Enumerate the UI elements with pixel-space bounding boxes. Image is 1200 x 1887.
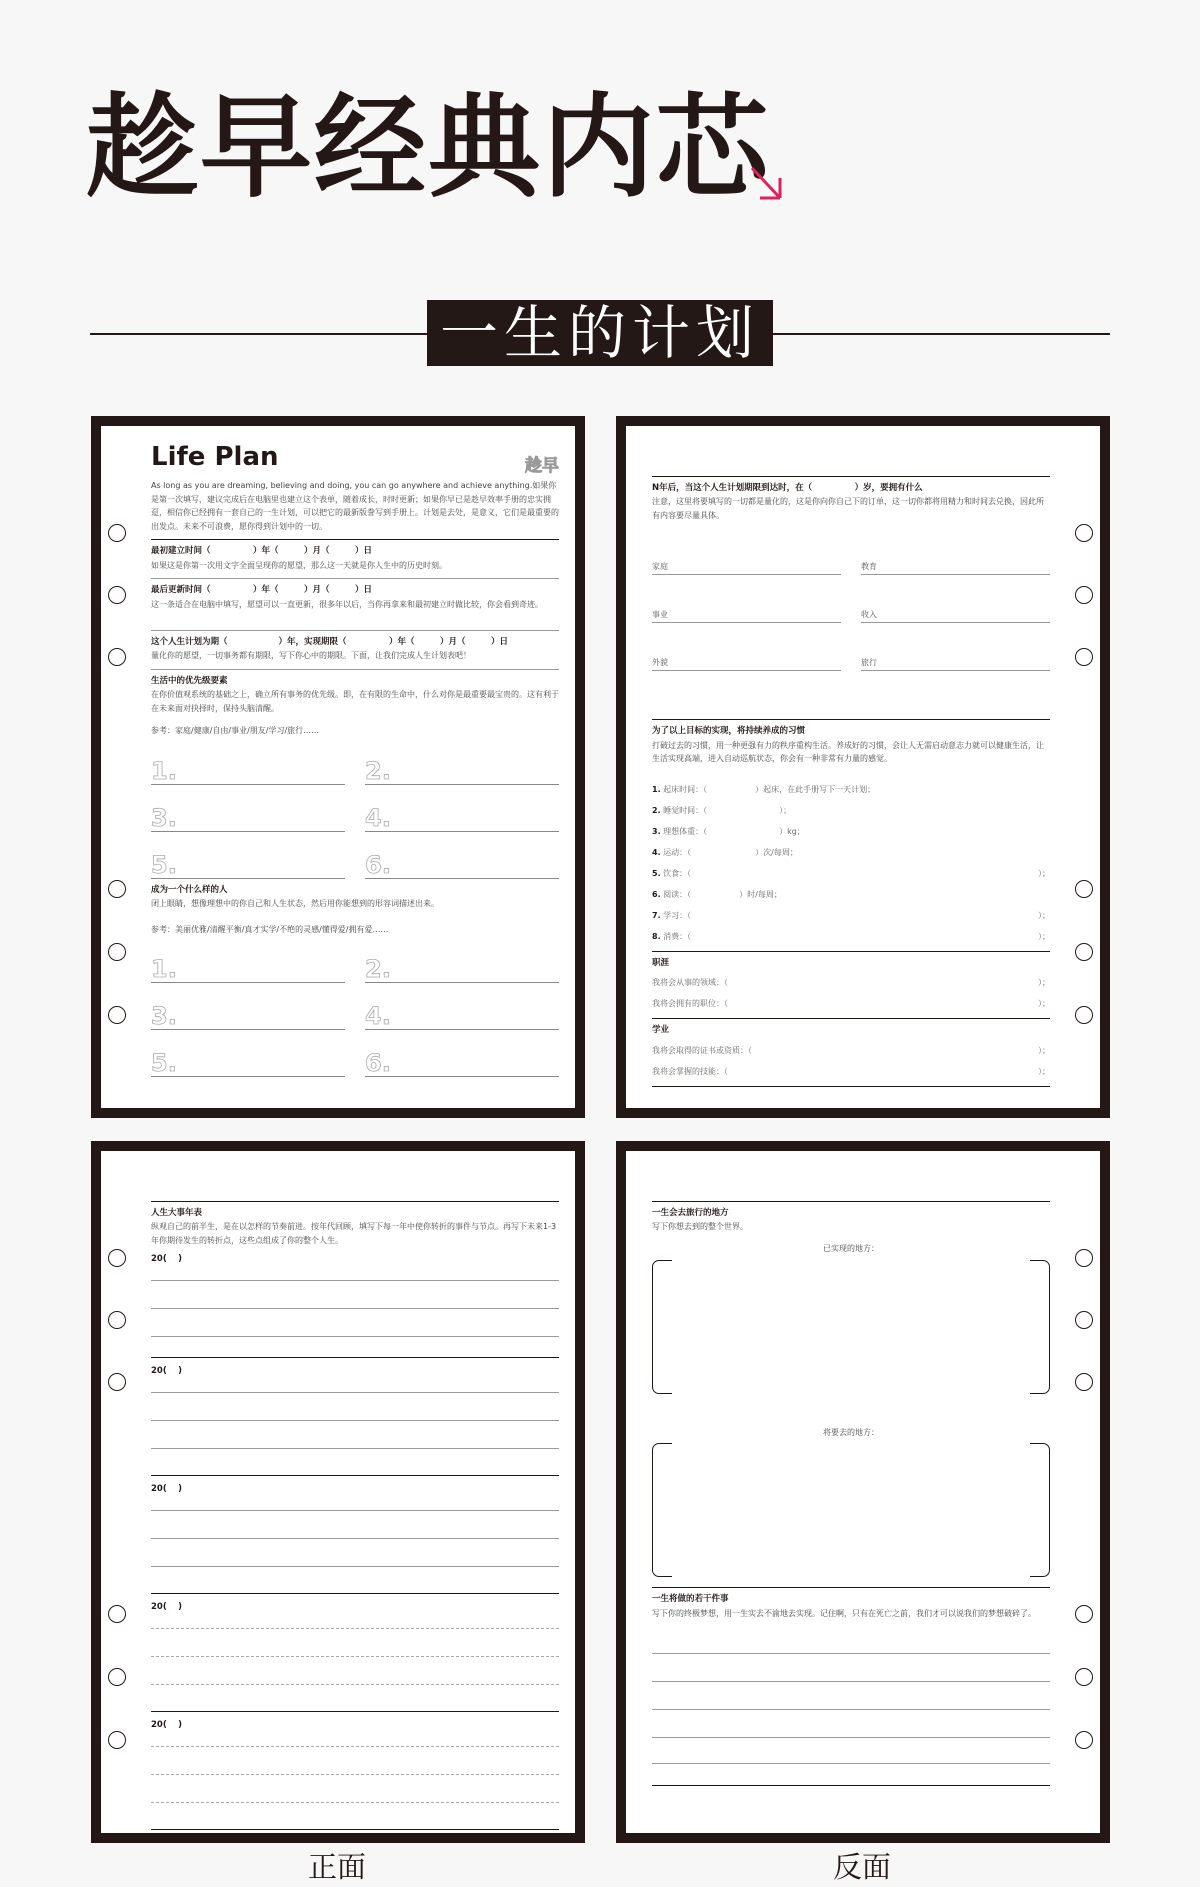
arrow-down-right-icon — [748, 164, 784, 204]
priority-slot[interactable]: 1. — [151, 738, 345, 785]
goals-header-desc: 注意，这里将要填写的一切都是量化的，这是你向你自己下的订单，这一切你都将用精力和时间去兑换，因此所有内容要尽量具体。 — [652, 497, 1044, 521]
future-box[interactable] — [652, 1443, 1050, 1583]
wish-desc: 写下你的终极梦想，用一生实去不渝地去实现。记住啊，只有在死亡之前，我们才可以说我们的梦想破碎了。 — [652, 1608, 1036, 1618]
person-ref: 参考：美丽优雅/清醒平衡/真才实学/不绝的灵感/懂得爱/拥有爱…… — [151, 924, 389, 934]
habit-item[interactable]: 5. 饮食：（ ）； — [652, 868, 1050, 878]
habits-title: 为了以上目标的实现，将持续养成的习惯 — [652, 726, 806, 737]
last-time-label: 最后更新时间（ ）年（ ）月（ ）日 — [151, 585, 373, 596]
deadline-desc: 量化你的愿望，一切事务都有期限，写下你心中的期限。下面，让我们完成人生计划表吧！ — [151, 651, 471, 661]
deadline-label: 这个人生计划为期（ ）年，实现期限（ ）年（ ）月（ ）日 — [151, 636, 509, 647]
goal-fields — [652, 527, 1050, 671]
timeline-desc: 纵观自己的前半生，是在以怎样的节奏前进。按年代回顾，填写下每一年中使你转折的事件与节点。再写下未来1-3年你期待发生的转折点，这些点组成了你的整个人生。 — [151, 1222, 557, 1246]
page-title: Life Plan — [151, 442, 279, 472]
habit-item[interactable]: 6. 阅读：（ ）时/每周； — [652, 889, 782, 899]
priority-slot[interactable]: 5. — [151, 832, 345, 879]
timeline-block[interactable]: 20( ) — [151, 1364, 559, 1476]
person-desc: 闭上眼睛，想像理想中的你自己和人生状态，然后用你能想到的形容词描述出来。 — [151, 899, 439, 909]
binder-hole — [1075, 524, 1093, 542]
priority-slot[interactable]: 6. — [365, 832, 559, 879]
binder-hole — [1075, 1605, 1093, 1623]
person-slot[interactable]: 2. — [365, 936, 559, 983]
section-divider-right — [772, 333, 1110, 335]
binder-hole — [108, 1373, 126, 1391]
binder-hole — [108, 524, 126, 542]
binder-hole — [1075, 1668, 1093, 1686]
person-slot[interactable]: 4. — [365, 983, 559, 1030]
binder-hole — [1075, 1006, 1093, 1024]
study-item[interactable]: 我将会取得的证书或资质：（ ）； — [652, 1045, 1050, 1055]
timeline-title: 人生大事年表 — [151, 1208, 203, 1218]
binder-hole — [1075, 1731, 1093, 1749]
page-life-plan — [91, 416, 585, 1118]
binder-hole — [108, 943, 126, 961]
binder-hole — [108, 880, 126, 898]
habit-list — [652, 783, 1050, 951]
binder-hole — [1075, 648, 1093, 666]
first-time-label: 最初建立时间（ ）年（ ）月（ ）日 — [151, 546, 373, 557]
binder-hole — [1075, 1373, 1093, 1391]
study-title: 学业 — [652, 1025, 670, 1036]
binder-hole — [108, 1731, 126, 1749]
goal-field-education[interactable]: 教育 — [861, 527, 1050, 575]
habit-item[interactable]: 8. 消费：（ ）； — [652, 931, 1050, 941]
person-list — [151, 936, 559, 1077]
binder-hole — [108, 1605, 126, 1623]
last-time-desc: 这一条适合在电脑中填写，愿望可以一直更新，很多年以后，当你再拿来和最初建立时做比较，你会看到奇迹。 — [151, 599, 543, 609]
habit-item[interactable]: 2. 睡觉时间：（ ）； — [652, 805, 792, 815]
habit-item[interactable]: 4. 运动：（ ）次/每周； — [652, 847, 798, 857]
timeline-block[interactable]: 20( ) — [151, 1482, 559, 1594]
goal-field-career[interactable]: 事业 — [652, 575, 841, 623]
person-slot[interactable]: 1. — [151, 936, 345, 983]
priority-ref: 参考：家庭/健康/自由/事业/朋友/学习/旅行…… — [151, 726, 320, 736]
priority-list — [151, 738, 559, 879]
study-item[interactable]: 我将会掌握的技能：（ ）； — [652, 1066, 1050, 1076]
person-slot[interactable]: 5. — [151, 1030, 345, 1077]
page-timeline — [91, 1141, 585, 1843]
goal-field-family[interactable]: 家庭 — [652, 527, 841, 575]
goal-field-travel[interactable]: 旅行 — [861, 623, 1050, 671]
habits-desc: 打破过去的习惯，用一种更强有力的秩序重构生活。养成好的习惯，会让人无需启动意志力就可以健康生活，让生活实现高端，进入自动巡航状态，你会有一种非常有力量的感觉。 — [652, 740, 1044, 764]
person-slot[interactable]: 3. — [151, 983, 345, 1030]
goal-field-appearance[interactable]: 外貌 — [652, 623, 841, 671]
timeline-block[interactable]: 20( ) — [151, 1600, 559, 1712]
career-title: 职涯 — [652, 957, 670, 968]
goal-field-income[interactable]: 收入 — [861, 575, 1050, 623]
section-title: 一生的计划 — [427, 300, 773, 366]
wish-lines[interactable] — [652, 1635, 1050, 1785]
career-item[interactable]: 我将会从事的领域：（ ）； — [652, 978, 1050, 988]
hero-title: 趁早经典内芯 — [86, 83, 770, 213]
visited-label: 已实现的地方： — [823, 1244, 879, 1254]
habit-item[interactable]: 7. 学习：（ ）； — [652, 910, 1050, 920]
binder-hole — [108, 1311, 126, 1329]
person-slot[interactable]: 6. — [365, 1030, 559, 1077]
habit-item[interactable]: 3. 理想体重：（ ）kg； — [652, 826, 805, 836]
front-label: 正面 — [308, 1850, 367, 1884]
binder-hole — [1075, 880, 1093, 898]
binder-hole — [1075, 943, 1093, 961]
first-time-desc: 如果这是你第一次用文字全面呈现你的愿望，那么这一天就是你人生中的历史时刻。 — [151, 560, 447, 570]
binder-hole — [108, 648, 126, 666]
intro-text: As long as you are dreaming, believing and doing, you can go anywhere and achieve anything.如果你是第一次填写，建议完成后在电脑里也建立这个表单，随着成长，时时更新；如果你早已是趁早效率手册的忠实拥趸，相信你已经拥有一套自己的一生计划，可以把它的最新版誊写到手册上。计划是去处，是意义，它们是最重要的出发点。未来不可浪费，愿你得到计划中的一切。 — [151, 481, 559, 531]
timeline-block[interactable]: 20( ) — [151, 1252, 559, 1358]
page-travel — [616, 1141, 1110, 1843]
priority-slot[interactable]: 4. — [365, 785, 559, 832]
travel-title: 一生会去旅行的地方 — [652, 1208, 729, 1218]
brand-logo: 趁早 — [525, 456, 559, 476]
back-label: 反面 — [833, 1850, 892, 1884]
person-title: 成为一个什么样的人 — [151, 884, 228, 895]
priority-slot[interactable]: 2. — [365, 738, 559, 785]
priority-desc: 在你价值观系统的基础之上，确立所有事务的优先级。即，在有限的生命中，什么对你是最重要最宝贵的。这有利于在未来面对抉择时，保持头脑清醒。 — [151, 690, 559, 713]
wish-title: 一生将做的若干件事 — [652, 1594, 729, 1605]
career-item[interactable]: 我将会拥有的职位：（ ）； — [652, 999, 1050, 1009]
page-goals — [616, 416, 1110, 1118]
goals-header-title: N年后，当这个人生计划期限到达时，在（ ）岁，要拥有什么 — [652, 483, 923, 493]
visited-box[interactable] — [652, 1260, 1050, 1400]
timeline-block[interactable]: 20( ) — [151, 1718, 559, 1830]
binder-hole — [108, 1006, 126, 1024]
habit-item[interactable]: 1. 起床时间：（ ）起床，在此手册写下一天计划； — [652, 784, 876, 794]
binder-hole — [1075, 1249, 1093, 1267]
priority-title: 生活中的优先级要素 — [151, 675, 228, 686]
travel-desc: 写下你想去到的整个世界。 — [652, 1222, 748, 1232]
binder-hole — [1075, 586, 1093, 604]
binder-hole — [108, 1668, 126, 1686]
binder-hole — [108, 586, 126, 604]
binder-hole — [1075, 1311, 1093, 1329]
priority-slot[interactable]: 3. — [151, 785, 345, 832]
binder-hole — [108, 1249, 126, 1267]
future-label: 将要去的地方： — [823, 1427, 879, 1437]
section-divider-left — [90, 333, 428, 335]
